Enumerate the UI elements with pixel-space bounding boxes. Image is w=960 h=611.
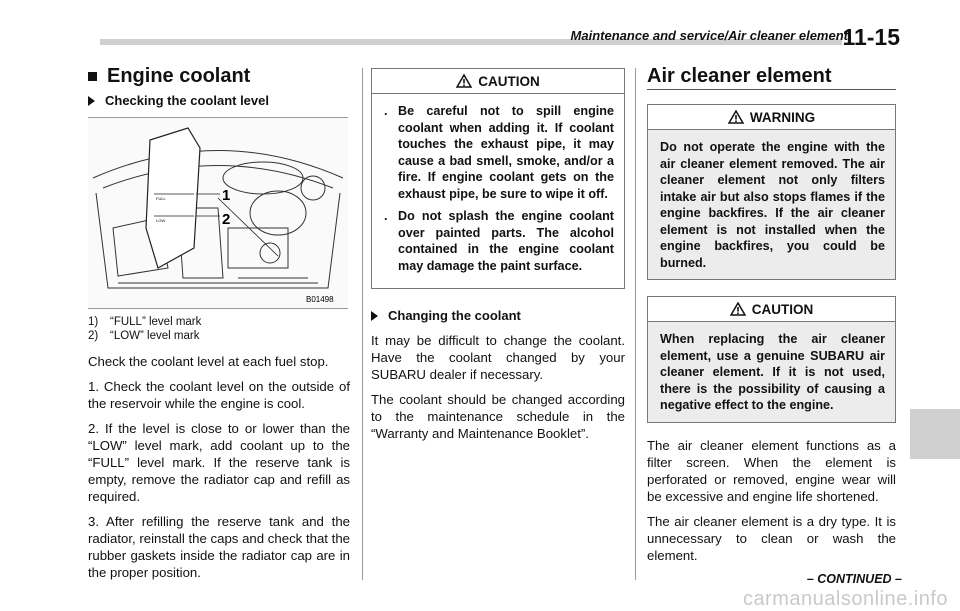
- caution-item: . Do not splash the engine coolant over painted parts. The alcohol contained in the engine coolant may damage the paint surface.: [384, 209, 614, 273]
- square-bullet-icon: [88, 72, 97, 81]
- paragraph: 2. If the level is close to or lower than the “LOW” level mark, add coolant up to the “FULL” level mark. If the reserve tank is empty, remove the radiator cap and refill as required.: [88, 421, 350, 504]
- page-number: 11-15: [842, 24, 900, 50]
- callout-2: 2: [222, 211, 231, 228]
- section-title-engine-coolant: Engine coolant: [88, 68, 350, 85]
- paragraph: 1. Check the coolant level on the outside of the reservoir while the engine is cool.: [88, 379, 350, 411]
- caution-header: CAUTION: [648, 297, 895, 322]
- engine-bay-figure: [88, 117, 348, 309]
- caution-box-air-cleaner: [647, 296, 896, 423]
- caution-body: When replacing the air cleaner element, use a genuine SUBARU air cleaner element. If it is not used, there is the possibility of causing a negative effect to the engine.: [660, 332, 885, 412]
- caution-item: . Be careful not to spill engine coolant when adding it. If coolant touches the exhaust pipe, it may cause a bad smell, smoke, and/or a fire. If engine coolant gets on the exhaust pipe, be sure to wipe it off.: [384, 104, 614, 201]
- paragraph: The coolant should be changed according to the maintenance schedule in the “Warranty and Maintenance Booklet”.: [371, 392, 625, 441]
- running-header: Maintenance and service/Air cleaner element: [570, 28, 848, 43]
- low-mark-label: LOW: [156, 218, 166, 223]
- triangle-bullet-icon: [371, 311, 378, 321]
- subsection-title-changing: Changing the coolant: [371, 307, 625, 324]
- engine-bay-illustration: [88, 118, 348, 308]
- figure-legend: [88, 315, 350, 343]
- right-column: [647, 65, 896, 572]
- warning-body: Do not operate the engine with the air cleaner element removed. The air cleaner element not only filters intake air but also stops flames if the engine backfires. If the air cleaner element is not installed when the engine backfires, you could be burned.: [660, 140, 885, 270]
- figure-code: B01498: [306, 295, 334, 304]
- paragraph: 3. After refilling the reserve tank and the radiator, reinstall the caps and check that the rubber gaskets inside the radiator cap are in the proper position.: [88, 514, 350, 580]
- warning-box: [647, 104, 896, 280]
- warning-triangle-icon: [456, 74, 472, 88]
- watermark: carmanualsonline.info: [742, 588, 948, 610]
- subsection-title-checking: Checking the coolant level: [88, 92, 350, 109]
- warning-triangle-icon: [730, 302, 746, 316]
- continued-marker: – CONTINUED –: [806, 572, 902, 586]
- left-column: [88, 65, 350, 589]
- caution-body: [372, 94, 624, 288]
- triangle-bullet-icon: [88, 96, 95, 106]
- column-divider: [362, 68, 363, 580]
- full-mark-label: FULL: [156, 196, 166, 201]
- chapter-tab: [910, 409, 960, 459]
- paragraph: The air cleaner element is a dry type. It is unnecessary to clean or wash the element.: [647, 513, 896, 563]
- caution-box-coolant: [371, 68, 625, 289]
- middle-column: [371, 68, 625, 450]
- paragraph: The air cleaner element functions as a filter screen. When the element is perforated or removed, engine wear will be excessive and engine life shortened.: [647, 437, 896, 504]
- column-divider: [635, 68, 636, 580]
- legend-item: 1) “FULL” level mark: [88, 316, 202, 328]
- caution-header: CAUTION: [372, 69, 624, 94]
- legend-item: 2) “LOW” level mark: [88, 330, 200, 342]
- warning-triangle-icon: [728, 110, 744, 124]
- warning-header: WARNING: [648, 105, 895, 130]
- paragraph: Check the coolant level at each fuel stop.: [88, 354, 329, 369]
- paragraph: It may be difficult to change the coolant. Have the coolant changed by your SUBARU dealer if necessary.: [371, 333, 625, 382]
- section-title-air-cleaner: Air cleaner element: [647, 68, 896, 90]
- callout-1: 1: [222, 187, 231, 204]
